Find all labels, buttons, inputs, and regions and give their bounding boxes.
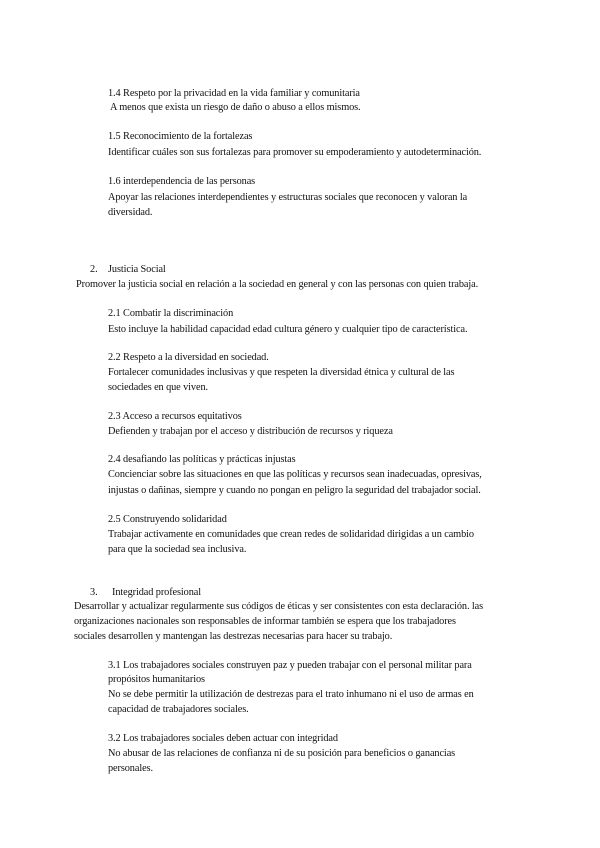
item-text-1-6-line-2: diversidad. bbox=[108, 207, 153, 218]
item-heading-1-4: 1.4 Respeto por la privacidad en la vida familiar y comunitaria bbox=[108, 88, 360, 99]
item-text-3-1-line-1: No se debe permitir la utilización de destrezas para el trato inhumano ni el uso de armas en bbox=[108, 689, 474, 700]
item-text-2-2-line-2: sociedades en que viven. bbox=[108, 382, 208, 393]
item-text-1-4: A menos que exista un riesgo de daño o abuso a ellos mismos. bbox=[110, 102, 361, 113]
section-number-3: 3. bbox=[90, 587, 98, 598]
item-heading-3-1: 3.1 Los trabajadores sociales construyen paz y pueden trabajar con el personal militar para bbox=[108, 660, 472, 671]
section-intro-3-line-1: Desarrollar y actualizar regularmente sus códigos de éticas y ser consistentes con esta declaración. las bbox=[74, 601, 484, 612]
section-number-2: 2. bbox=[90, 264, 98, 275]
item-text-2-2-line-1: Fortalecer comunidades inclusivas y que respeten la diversidad étnica y cultural de las bbox=[108, 367, 455, 378]
section-intro-3-line-3: sociales desarrollen y mantengan las destrezas necesarias para hacer su trabajo. bbox=[74, 631, 393, 642]
item-text-2-4-line-1: Concienciar sobre las situaciones en que las políticas y recursos sean inadecuadas, opresivas, bbox=[108, 469, 482, 480]
item-text-2-5-line-1: Trabajar activamente en comunidades que crean redes de solidaridad dirigidas a un cambio bbox=[108, 529, 474, 540]
item-heading-2-4: 2.4 desafiando las políticas y prácticas injustas bbox=[108, 454, 296, 465]
item-heading-1-6: 1.6 interdependencia de las personas bbox=[108, 176, 256, 187]
item-text-2-1: Esto incluye la habilidad capacidad edad cultura género y cualquier tipo de característica. bbox=[108, 324, 468, 335]
item-text-1-6-line-1: Apoyar las relaciones interdependientes y estructuras sociales que reconocen y valoran la bbox=[108, 192, 468, 203]
section-intro-2: Promover la justicia social en relación a la sociedad en general y con las personas con quien trabaja. bbox=[76, 279, 479, 290]
item-heading-3-1-cont: propósitos humanitarios bbox=[108, 674, 205, 685]
item-heading-3-2: 3.2 Los trabajadores sociales deben actuar con integridad bbox=[108, 733, 338, 744]
item-heading-1-5: 1.5 Reconocimiento de la fortalezas bbox=[108, 131, 253, 142]
section-title-3: Integridad profesional bbox=[112, 587, 202, 598]
item-text-3-2-line-2: personales. bbox=[108, 763, 153, 774]
section-title-2: Justicia Social bbox=[108, 264, 166, 275]
item-heading-2-5: 2.5 Construyendo solidaridad bbox=[108, 514, 227, 525]
item-heading-2-3: 2.3 Acceso a recursos equitativos bbox=[108, 411, 242, 422]
item-text-3-2-line-1: No abusar de las relaciones de confianza ni de su posición para beneficios o ganancias bbox=[108, 748, 456, 759]
item-heading-2-2: 2.2 Respeto a la diversidad en sociedad. bbox=[108, 352, 269, 363]
item-text-1-5: Identificar cuáles son sus fortalezas para promover su empoderamiento y autodeterminación. bbox=[108, 147, 482, 158]
item-heading-2-1: 2.1 Combatir la discriminación bbox=[108, 308, 234, 319]
item-text-2-5-line-2: para que la sociedad sea inclusiva. bbox=[108, 544, 247, 555]
section-intro-3-line-2: organizaciones nacionales son responsables de informar también se espera que los trabajadores bbox=[74, 616, 456, 627]
item-text-3-1-line-2: capacidad de trabajadores sociales. bbox=[108, 704, 249, 715]
item-text-2-4-line-2: injustas o dañinas, siempre y cuando no pongan en peligro la seguridad del trabajador social. bbox=[108, 485, 481, 496]
item-text-2-3: Defienden y trabajan por el acceso y distribución de recursos y riqueza bbox=[108, 426, 393, 437]
